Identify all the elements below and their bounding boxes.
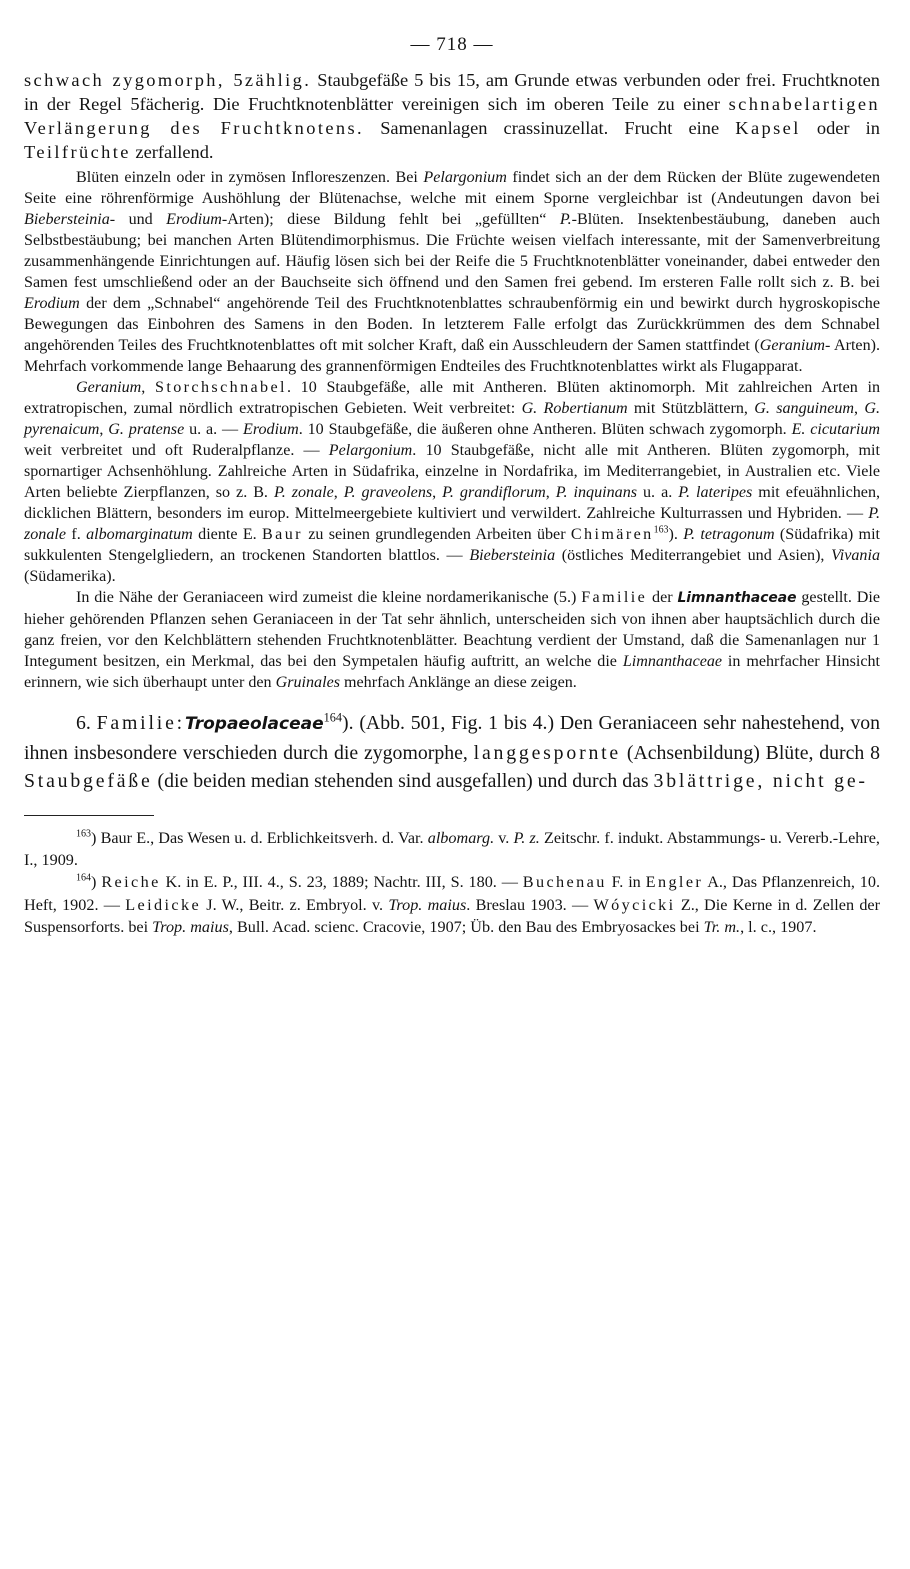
text-run: Arten). Mehrfach vorkommende lange Behaarung des grannenförmigen Endteiles des Fruchtknotenblattes wirkt als Flugapparat. xyxy=(24,337,880,376)
spaced-text: langgespornte xyxy=(473,741,622,764)
italic-text: P. tetragonum xyxy=(683,526,775,544)
text-run: Samenanlagen crassinuzellat. Frucht eine xyxy=(364,118,736,139)
text-run: , Bull. Acad. scienc. Cracovie, 1907; Üb. den Bau des Embryosackes bei xyxy=(228,918,704,937)
text-run: v. xyxy=(494,828,514,847)
text-run: u. a. xyxy=(637,484,679,502)
spaced-text: Chimären xyxy=(570,526,654,544)
text-run: oder in xyxy=(800,118,880,139)
italic-text: P. inquinans xyxy=(555,484,638,502)
text-run: In die Nähe der Geraniaceen wird zumeist die kleine nordamerikanische (5.) xyxy=(76,589,582,607)
spaced-text: Kapsel xyxy=(735,118,801,139)
text-run: Staubgefäße 5 bis 15, am Grunde etwas verbunden oder frei. Fruchtknoten in der Regel 5fächerig. Die Fruchtknotenblätter vereinigen sich im oberen Teile zu einer xyxy=(24,70,880,115)
footnote-ref: 164 xyxy=(323,710,343,725)
text-run: mit Stützblättern, xyxy=(627,400,755,418)
italic-text: albomarginatum xyxy=(86,526,193,544)
text-run: J. W., Beitr. z. Embryol. v. xyxy=(201,895,389,914)
text-run: der dem „Schnabel“ angehörende Teil des Fruchtknotenblattes schraubenförmig ein und bewirkt durch hygroskopische Bewegungen das Einbohren des Samens in den Boden. In letzterem Falle erfolgt das Zurückkrümmen des dem Schnabel angehörenden Teiles des Fruchtknotenblattes oft mit solcher Kraft, daß ein Ausschleudern der Samen stattfindet ( xyxy=(24,295,880,355)
text-run: , xyxy=(141,379,155,397)
spaced-text: Engler xyxy=(645,873,704,892)
text-run: Zeitschr. f. indukt. Abstammungs- u. Vererb.-Lehre, I., 1909. xyxy=(24,828,880,869)
footnote-separator xyxy=(24,815,154,816)
spaced-text: Familie: xyxy=(96,712,185,735)
spaced-text: schwach zygomorph, 5zählig. xyxy=(24,70,312,90)
italic-text: Tr. m. xyxy=(703,918,741,937)
spaced-text: Wóycicki xyxy=(593,895,676,914)
text-run: mit efeuähnlichen, dicklichen Blättern, besonders im europ. Mittelmeergebiete kultiviert und verwildert. Zahlreiche Kulturrassen und Hybriden. — xyxy=(24,484,881,523)
paragraph-tropaeolaceae xyxy=(24,709,880,795)
italic-text: Vivania xyxy=(831,547,880,565)
italic-text: P. graveolens xyxy=(343,484,433,502)
text-run: der xyxy=(647,589,678,607)
text-run: 6. xyxy=(76,712,97,735)
text-run: und xyxy=(115,211,167,229)
text-run: -Blüten. Insektenbestäubung, daneben auch Selbstbestäubung; bei manchen Arten Blütendimorphismus. Die Früchte weisen vielfach interessante, mit der Samenverbreitung zusammenhängende Einrichtungen auf. Häufig lösen sich bei der Reife die 5 Fruchtknotenblätter voneinander, dabei entweder den Samen fest umschließend oder an der Bauchseite sich öffnend und den Samen frei gebend. Im ersteren Falle rollt sich z. B. bei xyxy=(24,211,881,292)
text-run: weit verbreitet und oft Ruderalpflanze. — xyxy=(24,442,329,460)
italic-text: G. Robertianum xyxy=(521,400,628,418)
spaced-text: Leidicke xyxy=(125,895,202,914)
spaced-text: Teilfrüchte xyxy=(24,142,131,163)
spaced-text: Buchenau xyxy=(522,873,607,892)
text-run: ) xyxy=(91,873,102,892)
document-page xyxy=(24,34,880,939)
text-run: -Arten); diese Bildung fehlt bei „gefüllten“ xyxy=(221,211,560,229)
text-run: (Südamerika). xyxy=(24,568,116,586)
text-run: A., Das Pflanzenreich, 10. Heft, 1902. — xyxy=(24,873,881,914)
italic-text: Erodium xyxy=(24,295,80,313)
text-run: , xyxy=(99,421,109,439)
italic-text: Geranium xyxy=(76,379,142,397)
text-run: ). (Abb. 501, Fig. 1 bis 4.) Den Geraniaceen sehr nahestehend, von ihnen insbesondere verschieden durch die zygomorphe, xyxy=(24,712,881,764)
italic-text: G. pratense xyxy=(108,421,185,439)
text-run: zerfallend. xyxy=(130,142,214,163)
text-run: (die beiden median stehenden sind ausgefallen) und durch das xyxy=(152,770,654,793)
spaced-text: Familie xyxy=(581,589,648,607)
text-run: ) Baur E., Das Wesen u. d. Erblichkeitsverh. d. Var. xyxy=(91,828,428,847)
italic-text: albomarg. xyxy=(427,828,495,847)
italic-text: G. pyrenaicum xyxy=(24,400,881,439)
text-run: zu seinen grundlegenden Arbeiten über xyxy=(302,526,571,544)
italic-text: P. lateripes xyxy=(678,484,753,502)
text-run: f. xyxy=(66,526,87,544)
italic-text: Erodium xyxy=(166,211,222,229)
footnote-ref: 163 xyxy=(653,525,669,537)
italic-text: P. grandiflorum xyxy=(442,484,546,502)
text-run: ). xyxy=(668,526,684,544)
text-run: , l. c., 1907. xyxy=(740,918,817,937)
text-run: F. in xyxy=(606,873,646,892)
paragraph-limnanthaceae xyxy=(24,587,880,693)
text-run: in mehrfacher Hinsicht erinnern, wie sich überhaupt unter den xyxy=(24,653,880,692)
text-run: . 10 Staubgefäße, nicht alle mit Antheren. Blüten zygomorph, mit spornartiger Achsenhöhlung. Zahlreiche Arten in Südafrika, einzelne in Nordafrika, im Mediterrangebiet, in Australien etc. Viele Arten beliebte Zierpflanzen, so z. B. xyxy=(24,442,880,502)
italic-text: E. cicutarium xyxy=(791,421,881,439)
text-run: , xyxy=(545,484,556,502)
text-run: . 10 Staubgefäße, die äußeren ohne Antheren. Blüten schwach zygomorph. xyxy=(298,421,792,439)
spaced-text: Reiche xyxy=(101,873,161,892)
text-run: (östliches Mediterrangebiet und Asien), xyxy=(555,547,832,565)
text-run: gestellt. Die hieher gehörenden Pflanzen sehen Geraniaceen in der Tat sehr ähnlich, unterscheiden sich von ihnen aber hauptsächlich durch die ganz freien, vor den Kelchblättern stehenden Fruchtknotenblätter. Beachtung verdient der Umstand, daß die Samenanlagen nur 1 Integument besitzen, ein Merkmal, das bei den Sympetalen häufig auftritt, an welche die xyxy=(24,589,880,671)
intro-paragraph xyxy=(24,68,880,164)
text-run: mehrfach Anklänge an diese zeigen. xyxy=(339,674,577,692)
text-run: K. in E. P., III. 4., S. 23, 1889; Nachtr. III, S. 180. — xyxy=(160,873,523,892)
spaced-text: schnabelartigen Verlängerung des Fruchtknotens. xyxy=(24,94,880,139)
text-run: diente E. xyxy=(192,526,263,544)
spaced-text: Storchschnabel xyxy=(155,379,287,397)
footnote-ref: 163 xyxy=(76,828,92,840)
page-number: — 718 — xyxy=(410,34,494,55)
family-name: Tropaeolaceae xyxy=(184,714,324,735)
footnote-ref: 164 xyxy=(76,873,92,885)
text-run: Z., Die Kerne in d. Zellen der Suspensorforts. bei xyxy=(24,895,881,937)
italic-text: P. zonale xyxy=(24,505,880,544)
italic-text: Erodium xyxy=(243,421,299,439)
text-run: (Südafrika) mit sukkulenten Stengelgliedern, an trockenen Standorten blattlos. — xyxy=(24,526,881,565)
italic-text: P. zonale xyxy=(273,484,334,502)
text-run: . Breslau 1903. — xyxy=(466,895,594,914)
paragraph-fruit-dispersal xyxy=(24,167,880,377)
italic-text: P. xyxy=(559,211,572,229)
text-run: findet sich an der dem Rücken der Blüte zugewendeten Seite eine röhrenförmige Aushöhlung der Blütenachse, welche mit einem Sporne vergleichbar ist (Andeutungen davon bei xyxy=(24,169,880,208)
italic-text: Geranium- xyxy=(759,337,831,355)
footnote-163 xyxy=(24,827,880,872)
italic-text: Trop. maius xyxy=(388,895,467,914)
text-run: , xyxy=(854,400,865,418)
spaced-text: Baur xyxy=(262,526,303,544)
italic-text: Pelargonium xyxy=(423,169,507,187)
italic-text: P. z. xyxy=(513,828,540,847)
text-run: , xyxy=(432,484,443,502)
italic-text: G. sanguineum xyxy=(754,400,855,418)
family-name: Limnanthaceae xyxy=(677,590,797,607)
italic-text: Gruinales xyxy=(275,674,340,692)
spaced-text: 3blättrige, nicht ge- xyxy=(653,770,868,793)
text-run: u. a. — xyxy=(184,421,243,439)
spaced-text: Staubgefäße xyxy=(24,770,153,793)
italic-text: Limnanthaceae xyxy=(622,653,723,671)
text-run: . 10 Staubgefäße, alle mit Antheren. Blüten aktinomorph. Mit zahlreichen Arten in extratropischen, zumal nördlich extratropischen Gebieten. Weit verbreitet: xyxy=(24,379,880,418)
italic-text: Pelargonium xyxy=(328,442,413,460)
text-run: (Achsenbildung) Blüte, durch 8 xyxy=(621,741,880,764)
footnote-164 xyxy=(24,871,880,938)
italic-text: Biebersteinia- xyxy=(24,211,116,229)
italic-text: Biebersteinia xyxy=(469,547,556,565)
text-run: Blüten einzeln oder in zymösen Infloreszenzen. Bei xyxy=(76,169,424,187)
paragraph-genera xyxy=(24,377,880,587)
text-run: , xyxy=(333,484,344,502)
italic-text: Trop. maius xyxy=(152,918,229,937)
